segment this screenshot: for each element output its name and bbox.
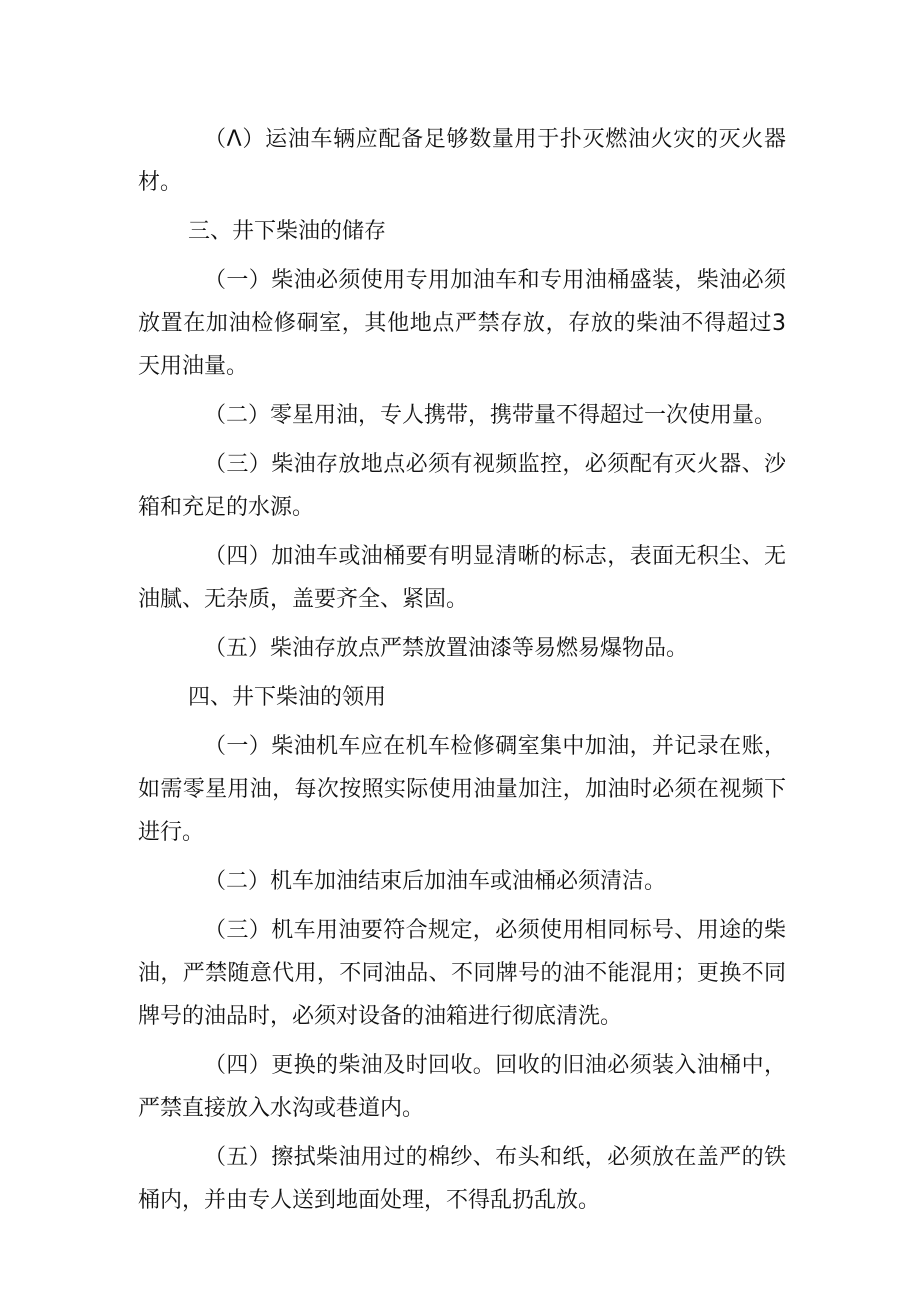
paragraph-storage-5: （五）柴油存放点严禁放置油漆等易燃易爆物品。: [204, 636, 689, 661]
paragraph-storage-1: （一）柴油必须使用专用加油车和专用油桶盛装，柴油必须放置在加油检修硐室，其他地点严禁存放，存放的柴油不得超过3天用油量。: [138, 268, 786, 379]
paragraph-usage-4: （四）更换的柴油及时回收。回收的旧油必须装入油桶中，严禁直接放入水沟或巷道内。: [138, 1053, 786, 1121]
section-heading-usage: 四、井下柴油的领用: [188, 685, 387, 710]
paragraph-storage-4: （四）加油车或油桶要有明显清晰的标志，表面无积尘、无油腻、无杂质，盖要齐全、紧固。: [138, 544, 786, 612]
paragraph-storage-2: （二）零星用油，专人携带，携带量不得超过一次使用量。: [204, 403, 777, 428]
paragraph-usage-3: （三）机车用油要符合规定，必须使用相同标号、用途的柴油，严禁随意代用，不同油品、不同牌号的油不能混用；更换不同牌号的油品时，必须对设备的油箱进行彻底清洗。: [138, 918, 786, 1029]
section-heading-storage: 三、井下柴油的储存: [188, 219, 387, 244]
document-body: [138, 118, 786, 1222]
paragraph-usage-5: （五）擦拭柴油用过的棉纱、布头和纸，必须放在盖严的铁桶内，并由专人送到地面处理，不得乱扔乱放。: [138, 1145, 786, 1213]
paragraph-storage-3: （三）柴油存放地点必须有视频监控，必须配有灭火器、沙箱和充足的水源。: [138, 452, 786, 520]
paragraph-fire-equipment: （Λ）运油车辆应配备足够数量用于扑灭燃油火灾的灭火器材。: [138, 127, 786, 195]
paragraph-usage-1: （一）柴油机车应在机车检修碉室集中加油，并记录在账，如需零星用油，每次按照实际使用油量加注，加油时必须在视频下进行。: [138, 734, 786, 845]
paragraph-usage-2: （二）机车加油结束后加油车或油桶必须清洁。: [204, 869, 667, 894]
